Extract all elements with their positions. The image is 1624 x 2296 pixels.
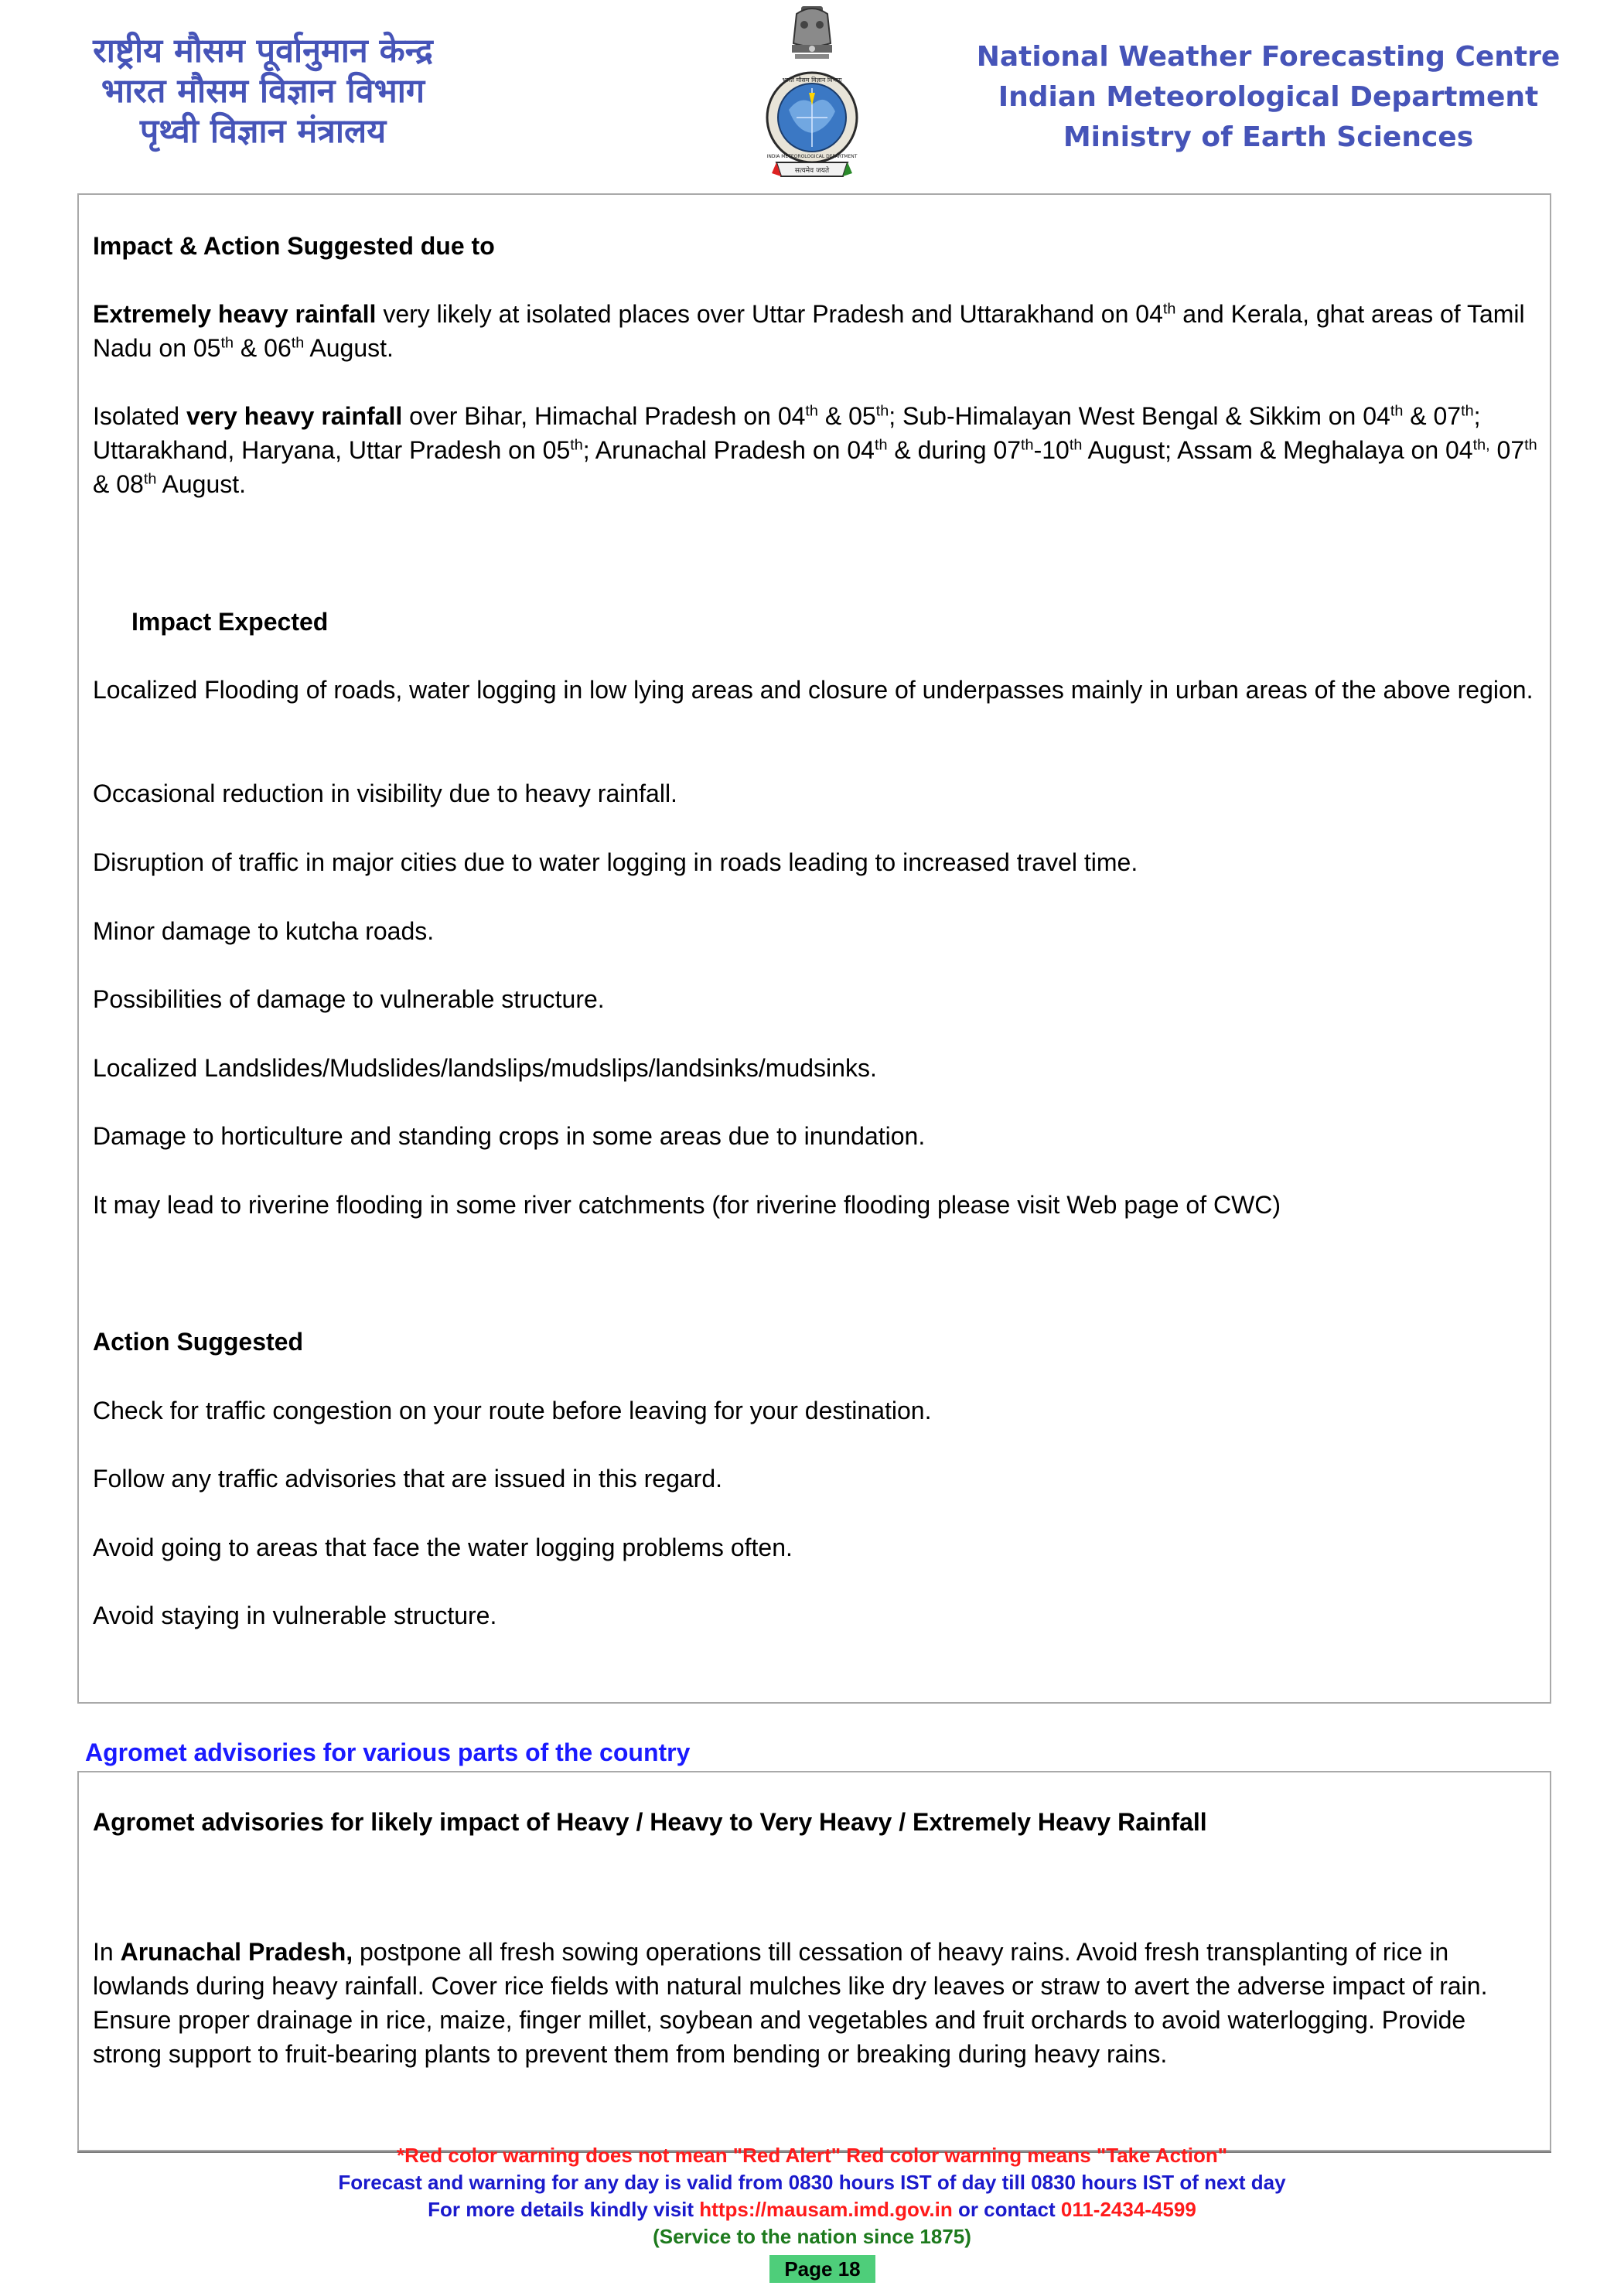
hindi-line-3: पृथ्वी विज्ञान मंत्रालय xyxy=(139,112,387,151)
impact-para-1: Extremely heavy rainfall very likely at isolated places over Uttar Pradesh and Uttarakhand on 04th and Kerala, ghat areas of Tamil Nadu on 05th & 06th August. xyxy=(93,300,1525,362)
impact-item: Minor damage to kutcha roads. xyxy=(93,917,435,945)
page-number-badge: Page 18 xyxy=(769,2255,875,2283)
para1-bold: Extremely heavy rainfall xyxy=(93,300,377,328)
impact-item: It may lead to riverine flooding in some river catchments (for riverine flooding please visit Web page of CWC) xyxy=(93,1191,1281,1219)
impact-item: Occasional reduction in visibility due to heavy rainfall. xyxy=(93,780,677,807)
impact-item: Localized Flooding of roads, water logging in low lying areas and closure of underpasses mainly in urban areas of the above region. xyxy=(93,676,1534,704)
emblem-hindi-text: भारत मौसम विज्ञान विभाग xyxy=(782,77,842,84)
impact-para-2: Isolated very heavy rainfall over Bihar, Himachal Pradesh on 04th & 05th; Sub-Himalayan West Bengal & Sikkim on 04th & 07th; Uttarakhand, Haryana, Uttar Pradesh on 05th; Arunachal Pradesh on 04th & during 07th-10th August; Assam & Meghalaya on $04^{th,}$ 07th & 08th August. xyxy=(93,402,1537,498)
contact-phone: 011-2434-4599 xyxy=(1060,2198,1196,2221)
emblem-english-text: INDIA METEOROLOGICAL DEPARTMENT xyxy=(766,154,858,159)
impact-item: Localized Landslides/Mudslides/landslips/mudslips/landsinks/mudsinks. xyxy=(93,1054,877,1082)
agromet-section-title: Agromet advisories for various parts of the country xyxy=(85,1738,691,1766)
action-item: Avoid going to areas that face the water logging problems often. xyxy=(93,1534,793,1561)
agromet-state: Arunachal Pradesh, xyxy=(120,1938,353,1966)
footer-service-note: (Service to the nation since 1875) xyxy=(653,2225,971,2248)
action-item: Follow any traffic advisories that are issued in this regard. xyxy=(93,1465,723,1493)
footer-red-warning-note: *Red color warning does not mean "Red Alert" Red color warning means "Take Action" xyxy=(396,2144,1228,2167)
english-line-1: National Weather Forecasting Centre xyxy=(976,41,1561,73)
para2-bold: very heavy rainfall xyxy=(186,402,403,430)
footer-validity-note: Forecast and warning for any day is valid from 0830 hours IST of day till 0830 hours IST of next day xyxy=(338,2171,1286,2194)
imd-emblem-icon xyxy=(766,2,858,184)
hindi-line-2: भारत मौसम विज्ञान विभाग xyxy=(101,72,425,111)
website-link[interactable]: https://mausam.imd.gov.in xyxy=(699,2198,953,2221)
impact-heading: Impact & Action Suggested due to xyxy=(93,232,495,260)
hindi-line-1: राष्ट्रीय मौसम पूर्वानुमान केन्द्र xyxy=(93,32,433,70)
english-line-3: Ministry of Earth Sciences xyxy=(1063,121,1474,153)
agromet-heading: Agromet advisories for likely impact of Heavy / Heavy to Very Heavy / Extremely Heavy Rainfall xyxy=(93,1808,1207,1836)
header-english xyxy=(967,37,1570,158)
emblem-ribbon-text: सत्यमेव जयते xyxy=(794,167,830,175)
agromet-paragraph: In Arunachal Pradesh, postpone all fresh sowing operations till cessation of heavy rains. Avoid fresh transplanting of rice in lowlands during heavy rainfall. Cover rice fields with natural mulches like dry leaves or straw to avert the adverse impact of rain. Ensure proper drainage in rice, maize, finger millet, soybean and vegetables and fruit orchards to avoid waterlogging. Provide strong support to fruit-bearing plants to prevent them from bending or breaking during heavy rains. xyxy=(93,1938,1488,2068)
impact-item: Possibilities of damage to vulnerable structure. xyxy=(93,985,605,1013)
header-hindi xyxy=(46,31,479,152)
action-item: Avoid staying in vulnerable structure. xyxy=(93,1602,497,1629)
impact-item: Disruption of traffic in major cities due to water logging in roads leading to increased travel time. xyxy=(93,848,1138,876)
impact-expected-heading: Impact Expected xyxy=(131,608,329,636)
action-item: Check for traffic congestion on your route before leaving for your destination. xyxy=(93,1397,932,1424)
footer-contact-line: For more details kindly visit https://mausam.imd.gov.in or contact 011-2434-4599 xyxy=(428,2198,1196,2221)
action-suggested-heading: Action Suggested xyxy=(93,1328,304,1356)
english-line-2: Indian Meteorological Department xyxy=(998,81,1539,113)
impact-item: Damage to horticulture and standing crops in some areas due to inundation. xyxy=(93,1122,926,1150)
